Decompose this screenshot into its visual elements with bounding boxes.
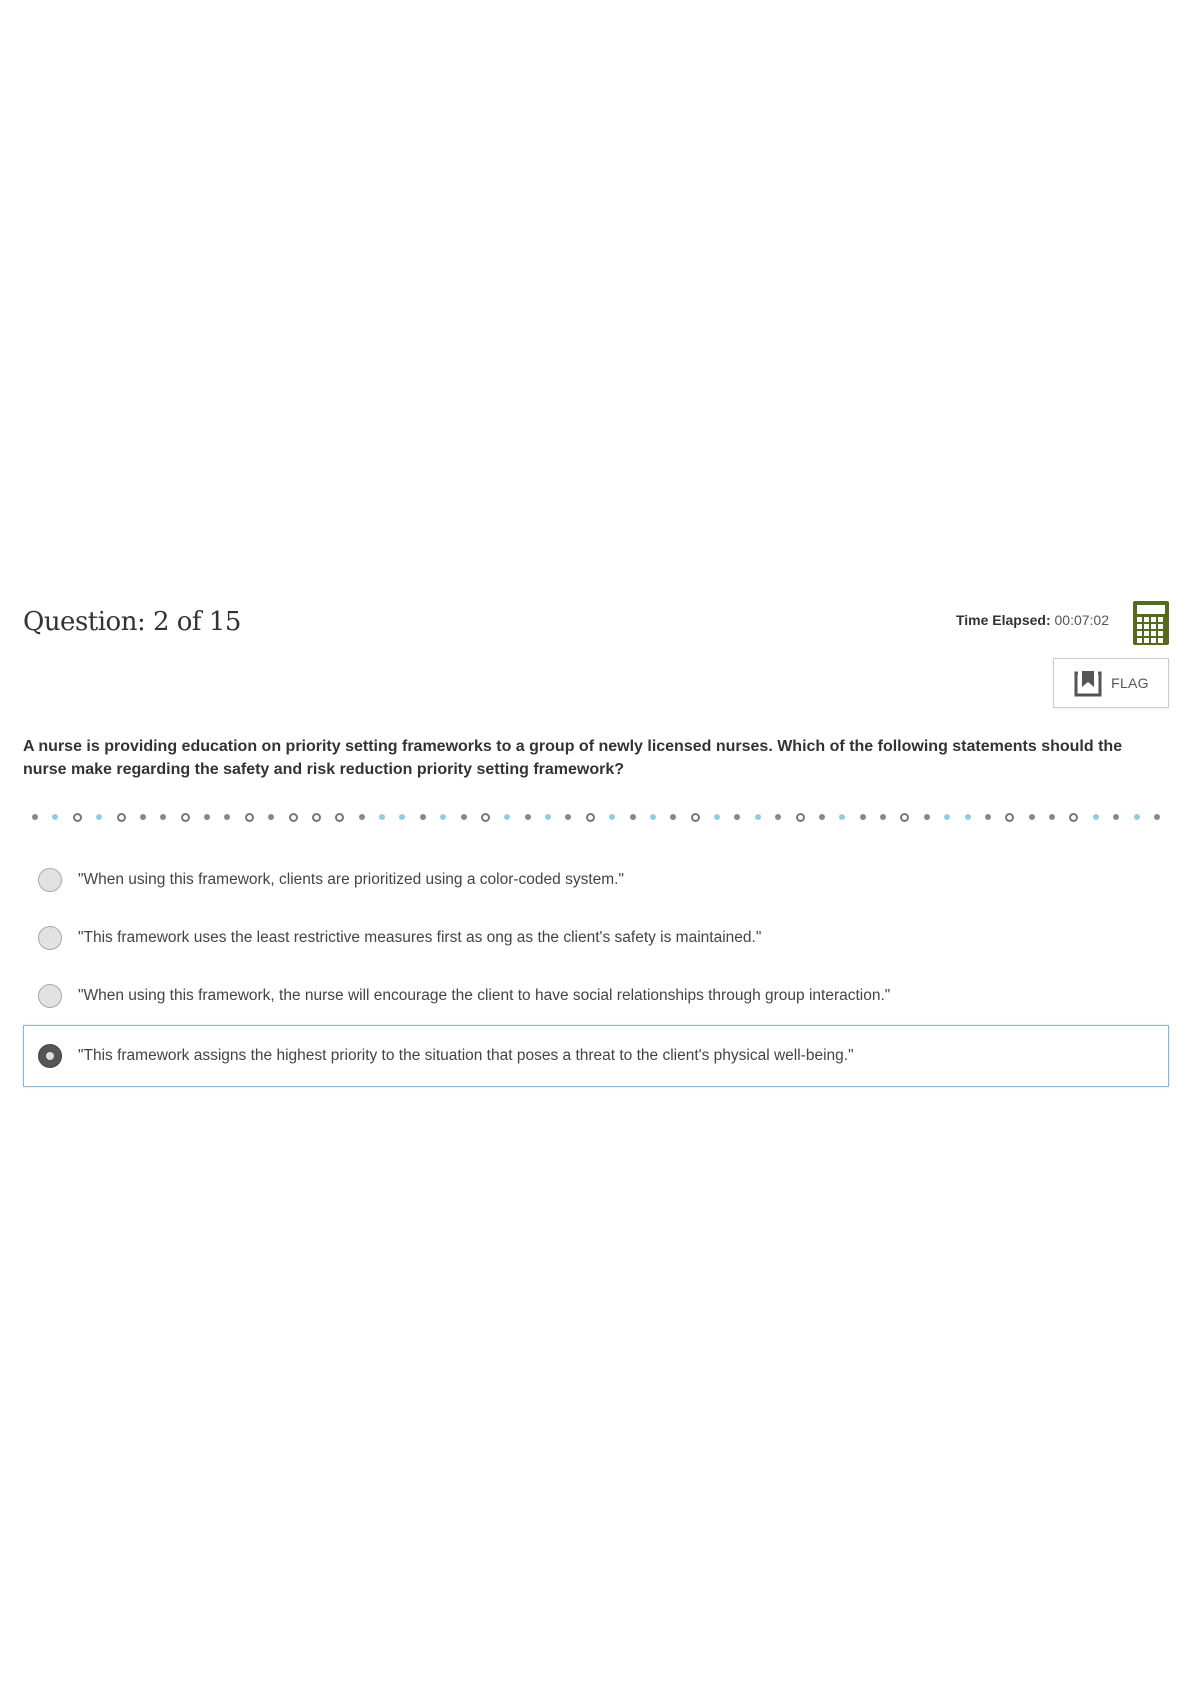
radio-unselected-icon[interactable] <box>38 926 62 950</box>
progress-dot <box>312 813 321 822</box>
progress-dot <box>985 814 991 820</box>
progress-dot <box>420 814 426 820</box>
progress-dot <box>481 813 490 822</box>
progress-dot <box>440 814 446 820</box>
answer-option-text: "When using this framework, clients are prioritized using a color-coded system." <box>78 871 624 888</box>
progress-dot <box>796 813 805 822</box>
progress-dot <box>1005 813 1014 822</box>
progress-dot <box>224 814 230 820</box>
progress-dot <box>819 814 825 820</box>
answer-option-text: "This framework assigns the highest priority to the situation that poses a threat to the client's physical well-being." <box>78 1047 854 1064</box>
progress-dot <box>32 814 38 820</box>
progress-dot <box>714 814 720 820</box>
progress-dot <box>181 813 190 822</box>
progress-dot <box>140 814 146 820</box>
progress-dot <box>775 814 781 820</box>
radio-unselected-icon[interactable] <box>38 984 62 1008</box>
quiz-header <box>23 595 1169 645</box>
progress-dot <box>268 814 274 820</box>
progress-dot <box>630 814 636 820</box>
calculator-keys <box>1137 617 1165 643</box>
progress-dot <box>1113 814 1119 820</box>
progress-dot <box>461 814 467 820</box>
progress-dot <box>359 814 365 820</box>
progress-dot <box>860 814 866 820</box>
progress-dot <box>399 814 405 820</box>
progress-dot <box>545 814 551 820</box>
progress-dot <box>160 814 166 820</box>
progress-dot <box>73 813 82 822</box>
answer-option[interactable] <box>23 851 1169 909</box>
progress-dot <box>924 814 930 820</box>
answer-option[interactable] <box>23 967 1169 1025</box>
progress-dot <box>379 814 385 820</box>
progress-dot <box>1134 814 1140 820</box>
question-stem: A nurse is providing education on priority setting frameworks to a group of newly licensed nurses. Which of the following statements should the nurse make regarding the safety and risk reduction priority setting framework? <box>23 738 1123 778</box>
progress-dot <box>525 814 531 820</box>
flag-row <box>23 645 1169 735</box>
answer-option-text: "When using this framework, the nurse will encourage the client to have social relationships through group interaction." <box>78 987 891 1004</box>
quiz-panel <box>23 595 1169 1087</box>
time-elapsed-label: Time Elapsed: <box>955 612 1051 628</box>
progress-dot <box>650 814 656 820</box>
progress-dot <box>504 814 510 820</box>
progress-dots <box>23 807 1169 827</box>
flag-label: FLAG <box>1111 675 1149 691</box>
progress-dot <box>755 814 761 820</box>
answer-option-text: "This framework uses the least restrictive measures first as ong as the client's safety is maintained." <box>78 929 762 946</box>
progress-dot <box>117 813 126 822</box>
progress-dot <box>289 813 298 822</box>
progress-dot <box>1154 814 1160 820</box>
calculator-icon[interactable] <box>1133 601 1169 645</box>
progress-dot <box>335 813 344 822</box>
question-counter: Question: 2 of 15 <box>23 607 241 637</box>
answer-option[interactable] <box>23 909 1169 967</box>
progress-dot <box>900 813 909 822</box>
bookmark-icon <box>1073 669 1103 697</box>
answer-options <box>23 851 1169 1087</box>
progress-dot <box>734 814 740 820</box>
progress-dot <box>245 813 254 822</box>
progress-dot <box>96 814 102 820</box>
flag-button[interactable] <box>1053 658 1169 708</box>
progress-dot <box>1049 814 1055 820</box>
calculator-screen <box>1137 605 1165 614</box>
progress-dot <box>670 814 676 820</box>
answer-option[interactable] <box>23 1025 1169 1087</box>
time-elapsed <box>956 612 1109 628</box>
progress-dot <box>204 814 210 820</box>
radio-selected-icon[interactable] <box>38 1044 62 1068</box>
progress-dot <box>944 814 950 820</box>
progress-dot <box>1093 814 1099 820</box>
progress-dot <box>880 814 886 820</box>
radio-unselected-icon[interactable] <box>38 868 62 892</box>
progress-dot <box>839 814 845 820</box>
progress-dot <box>609 814 615 820</box>
progress-dot <box>691 813 700 822</box>
progress-dot <box>1069 813 1078 822</box>
progress-dot <box>52 814 58 820</box>
progress-dot <box>965 814 971 820</box>
progress-dot <box>586 813 595 822</box>
time-elapsed-value: 00:07:02 <box>1054 612 1109 628</box>
progress-dot <box>565 814 571 820</box>
progress-dot <box>1029 814 1035 820</box>
